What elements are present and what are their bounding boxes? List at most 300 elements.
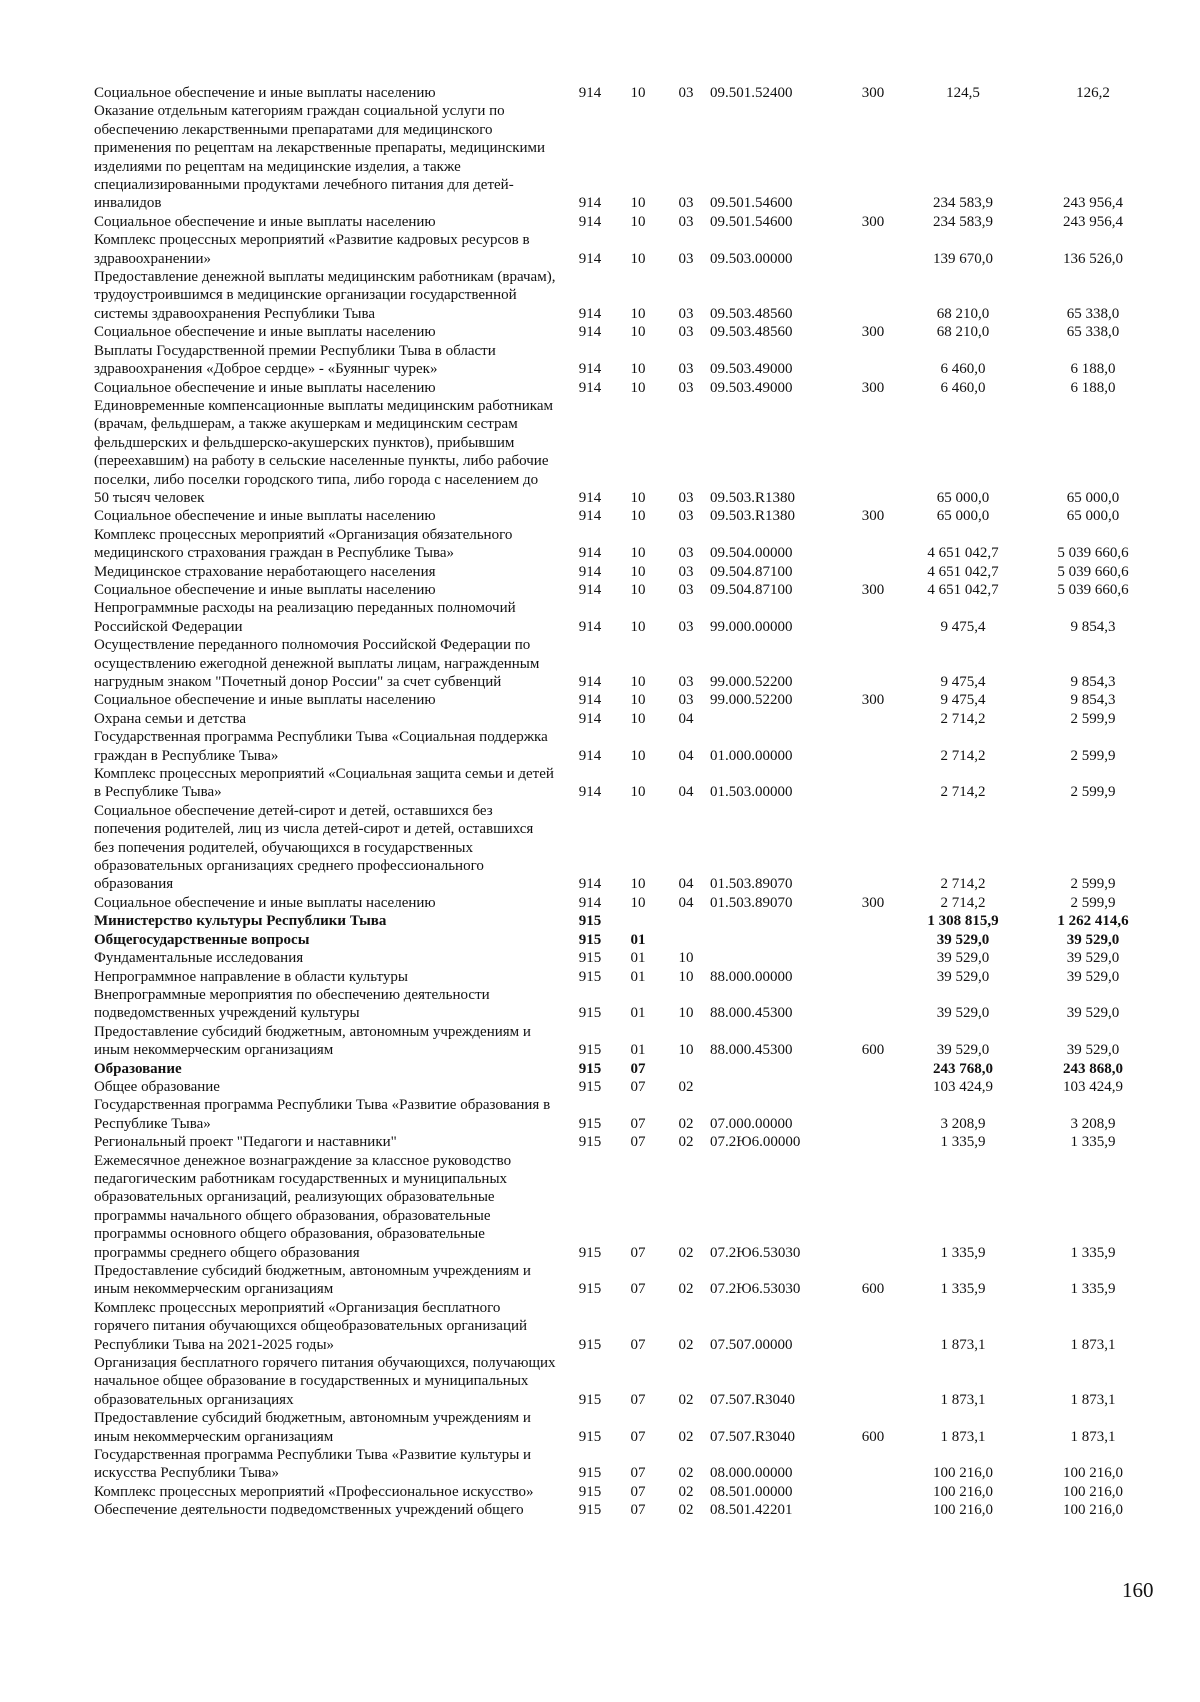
subsection-code: 03	[678, 692, 694, 709]
subsection-code: 03	[678, 85, 694, 101]
target-article-code: 09.504.87100	[710, 581, 793, 598]
ministry-code: 914	[578, 361, 602, 378]
target-article-code: 01.503.00000	[710, 784, 793, 801]
table-row	[94, 599, 1162, 636]
table-row	[94, 931, 1162, 949]
section-code: 10	[630, 213, 646, 230]
row-name: Государственная программа Республики Тыва «Развитие культуры и искусства Республики Тыва»	[94, 1447, 532, 1482]
subsection-code: 04	[678, 894, 694, 911]
ministry-code: 915	[578, 1115, 602, 1132]
section-code: 10	[630, 876, 646, 893]
row-name: Социальное обеспечение и иные выплаты населению	[94, 324, 436, 341]
table-row	[94, 397, 1162, 507]
amount-year-2: 243 868,0	[1063, 1060, 1123, 1077]
table-row	[94, 342, 1162, 379]
subsection-code: 02	[678, 1391, 694, 1408]
subsection-code: 03	[678, 545, 694, 562]
section-code: 10	[630, 674, 646, 690]
target-article-code: 07.507.R3040	[710, 1391, 796, 1408]
target-article-code	[710, 1060, 844, 1078]
table-row	[94, 1096, 1162, 1133]
ministry-code: 915	[578, 1483, 602, 1500]
section-code: 10	[630, 747, 646, 764]
table-row	[94, 1446, 1162, 1483]
subsection-code	[662, 912, 710, 930]
section-code: 10	[630, 489, 646, 506]
row-name: Единовременные компенсационные выплаты медицинским работникам (врачам, фельдшерам, а также акушеркам и медицинским сестрам фельдшерских и фельдшерско-акушерских пунктов), прибывшим (переехавшим) на работу в сельские населенные пункты, либо рабочие поселки, либо поселки городского типа, либо города с населением до 50 тысяч человек	[94, 397, 553, 506]
amount-year-1: 1 335,9	[940, 1134, 986, 1151]
row-name: Комплекс процессных мероприятий «Организация обязательного медицинского страхования граждан в Республике Тыва»	[94, 526, 513, 562]
expense-type-code: 300	[861, 508, 885, 525]
amount-year-1: 100 216,0	[933, 1465, 993, 1482]
amount-year-1: 1 335,9	[940, 1281, 986, 1298]
subsection-code: 03	[678, 489, 694, 506]
section-code: 07	[630, 1465, 646, 1482]
target-article-code: 09.503.49000	[710, 379, 793, 396]
ministry-code: 914	[578, 618, 602, 635]
subsection-code: 02	[678, 1244, 694, 1261]
row-name: Оказание отдельным категориям граждан социальной услуги по обеспечению лекарственными препаратами для медицинского применения по рецептам на лекарственные препараты, медицинскими изделиями по рецептам на медицинские изделия, а также специализированными продуктами лечебного питания для детей-инвалидов	[94, 103, 546, 212]
amount-year-2: 100 216,0	[1063, 1483, 1123, 1500]
expense-type-code	[844, 728, 902, 765]
subsection-code: 04	[678, 784, 694, 801]
table-row	[94, 1501, 1162, 1519]
table-row	[94, 1483, 1162, 1501]
amount-year-1: 4 651 042,7	[927, 545, 999, 562]
expense-type-code: 600	[861, 1428, 885, 1445]
amount-year-2: 136 526,0	[1063, 250, 1123, 267]
target-article-code: 09.503.48560	[710, 324, 793, 341]
amount-year-1: 100 216,0	[933, 1483, 993, 1500]
ministry-code: 915	[578, 1042, 602, 1059]
subsection-code: 03	[678, 324, 694, 341]
ministry-code: 914	[578, 674, 602, 690]
subsection-code: 03	[678, 563, 694, 580]
section-code: 01	[630, 968, 646, 985]
ministry-code: 915	[578, 1244, 602, 1261]
subsection-code: 02	[678, 1078, 694, 1095]
amount-year-1: 243 768,0	[933, 1060, 993, 1077]
ministry-code: 914	[578, 379, 602, 396]
subsection-code: 02	[678, 1115, 694, 1132]
section-code: 10	[630, 545, 646, 562]
amount-year-1: 9 475,4	[940, 692, 986, 709]
amount-year-1: 100 216,0	[933, 1502, 993, 1519]
row-name: Государственная программа Республики Тыва «Развитие образования в Республике Тыва»	[94, 1097, 551, 1132]
amount-year-1: 1 873,1	[940, 1391, 986, 1408]
section-code: 01	[630, 1042, 646, 1059]
amount-year-1: 39 529,0	[936, 968, 990, 985]
table-row	[94, 581, 1162, 599]
ministry-code: 914	[578, 324, 602, 341]
row-name: Обеспечение деятельности подведомственных учреждений общего	[94, 1502, 524, 1519]
expense-type-code: 300	[861, 379, 885, 396]
subsection-code: 02	[678, 1336, 694, 1353]
target-article-code: 08.000.00000	[710, 1465, 793, 1482]
ministry-code: 915	[578, 968, 602, 985]
expense-type-code	[844, 968, 902, 986]
table-row	[94, 710, 1162, 728]
subsection-code: 02	[678, 1483, 694, 1500]
expense-type-code	[844, 1152, 902, 1262]
target-article-code: 88.000.00000	[710, 968, 793, 985]
subsection-code: 03	[678, 213, 694, 230]
target-article-code	[710, 1078, 844, 1096]
section-code: 07	[630, 1244, 646, 1261]
subsection-code: 02	[678, 1502, 694, 1519]
amount-year-2: 5 039 660,6	[1057, 563, 1129, 580]
amount-year-2: 6 188,0	[1070, 379, 1116, 396]
ministry-code: 915	[578, 950, 602, 967]
table-row	[94, 526, 1162, 563]
amount-year-1: 9 475,4	[940, 674, 986, 690]
ministry-code: 914	[578, 710, 602, 727]
expense-type-code	[844, 912, 902, 930]
row-name: Охрана семьи и детства	[94, 710, 247, 727]
amount-year-1: 3 208,9	[940, 1115, 986, 1132]
target-article-code: 09.501.54600	[710, 213, 793, 230]
expense-type-code	[844, 397, 902, 507]
amount-year-2: 65 338,0	[1066, 324, 1120, 341]
row-name: Социальное обеспечение и иные выплаты населению	[94, 692, 436, 709]
amount-year-2: 2 599,9	[1070, 876, 1116, 893]
section-code: 07	[630, 1428, 646, 1445]
table-row	[94, 268, 1162, 323]
ministry-code: 914	[578, 894, 602, 911]
row-name: Образование	[94, 1060, 182, 1077]
table-row	[94, 213, 1162, 231]
amount-year-1: 2 714,2	[940, 710, 986, 727]
table-row	[94, 765, 1162, 802]
section-code: 10	[630, 784, 646, 801]
target-article-code	[710, 710, 844, 728]
target-article-code: 99.000.52200	[710, 674, 793, 690]
subsection-code: 10	[678, 968, 694, 985]
row-name: Внепрограммные мероприятия по обеспечению деятельности подведомственных учреждений культуры	[94, 986, 490, 1022]
expense-type-code: 300	[861, 213, 885, 230]
expense-type-code	[844, 1483, 902, 1501]
ministry-code: 915	[578, 1502, 602, 1519]
amount-year-1: 139 670,0	[933, 250, 993, 267]
section-code: 10	[630, 618, 646, 635]
amount-year-2: 1 873,1	[1070, 1336, 1116, 1353]
expense-type-code	[844, 710, 902, 728]
ministry-code: 915	[578, 1465, 602, 1482]
subsection-code: 02	[678, 1428, 694, 1445]
expense-type-code	[844, 1299, 902, 1354]
subsection-code: 02	[678, 1134, 694, 1151]
target-article-code	[710, 949, 844, 967]
amount-year-1: 2 714,2	[940, 784, 986, 801]
amount-year-2: 6 188,0	[1070, 361, 1116, 378]
row-name: Социальное обеспечение и иные выплаты населению	[94, 379, 436, 396]
amount-year-2: 39 529,0	[1066, 931, 1120, 948]
table-row	[94, 563, 1162, 581]
subsection-code: 03	[678, 581, 694, 598]
amount-year-2: 1 873,1	[1070, 1391, 1116, 1408]
amount-year-2: 39 529,0	[1066, 1042, 1120, 1059]
row-name: Непрограммные расходы на реализацию переданных полномочий Российской Федерации	[94, 600, 516, 635]
target-article-code: 09.501.52400	[710, 85, 793, 101]
amount-year-1: 1 873,1	[940, 1428, 986, 1445]
subsection-code: 03	[678, 361, 694, 378]
amount-year-1: 68 210,0	[936, 305, 990, 322]
target-article-code: 07.2Ю6.00000	[710, 1134, 801, 1151]
expense-type-code	[844, 1060, 902, 1078]
subsection-code	[662, 931, 710, 949]
row-name: Социальное обеспечение и иные выплаты населению	[94, 581, 436, 598]
table-row	[94, 1409, 1162, 1446]
expense-type-code: 600	[861, 1042, 885, 1059]
section-code: 10	[630, 508, 646, 525]
amount-year-2: 9 854,3	[1070, 674, 1116, 690]
expense-type-code	[844, 1354, 902, 1409]
expense-type-code	[844, 1446, 902, 1483]
expense-type-code	[844, 931, 902, 949]
subsection-code: 03	[678, 674, 694, 690]
expense-type-code: 300	[861, 894, 885, 911]
amount-year-2: 1 335,9	[1070, 1281, 1116, 1298]
section-code: 07	[630, 1502, 646, 1519]
row-name: Осуществление переданного полномочия Российской Федерации по осуществлению ежегодной денежной выплаты лицам, награжденным нагрудным знаком "Почетный донор России" за счет субвенций	[94, 637, 540, 690]
section-code: 10	[630, 85, 646, 101]
ministry-code: 915	[578, 1078, 602, 1095]
expense-type-code	[844, 765, 902, 802]
target-article-code: 08.501.00000	[710, 1483, 793, 1500]
table-row	[94, 102, 1162, 212]
expense-type-code	[844, 1096, 902, 1133]
amount-year-1: 39 529,0	[936, 1005, 990, 1022]
amount-year-2: 5 039 660,6	[1057, 581, 1129, 598]
expense-type-code	[844, 563, 902, 581]
section-code	[614, 912, 662, 930]
ministry-code: 915	[578, 931, 602, 948]
expense-type-code: 300	[861, 581, 885, 598]
expense-type-code	[844, 636, 902, 691]
row-name: Предоставление субсидий бюджетным, автономным учреждениям и иным некоммерческим организациям	[94, 1263, 531, 1298]
amount-year-2: 65 000,0	[1066, 489, 1120, 506]
ministry-code: 914	[578, 545, 602, 562]
target-article-code: 01.503.89070	[710, 894, 793, 911]
expense-type-code: 300	[861, 692, 885, 709]
subsection-code: 02	[678, 1465, 694, 1482]
target-article-code: 09.503.49000	[710, 361, 793, 378]
ministry-code: 914	[578, 747, 602, 764]
section-code: 10	[630, 710, 646, 727]
amount-year-2: 243 956,4	[1063, 195, 1123, 212]
expense-type-code	[844, 342, 902, 379]
table-row	[94, 728, 1162, 765]
row-name: Выплаты Государственной премии Республики Тыва в области здравоохранения «Доброе сердце» - «Буянныг чурек»	[94, 342, 496, 378]
expense-type-code	[844, 1078, 902, 1096]
amount-year-2: 1 873,1	[1070, 1428, 1116, 1445]
subsection-code	[662, 1060, 710, 1078]
amount-year-2: 1 262 414,6	[1057, 913, 1129, 930]
amount-year-1: 234 583,9	[933, 213, 993, 230]
section-code: 07	[630, 1134, 646, 1151]
subsection-code: 03	[678, 618, 694, 635]
target-article-code: 09.504.00000	[710, 545, 793, 562]
section-code: 10	[630, 305, 646, 322]
amount-year-1: 39 529,0	[936, 1042, 990, 1059]
expense-type-code	[844, 1501, 902, 1519]
page-number: 160	[1122, 1578, 1154, 1602]
expense-type-code	[844, 526, 902, 563]
table-row	[94, 1152, 1162, 1262]
row-name: Комплекс процессных мероприятий «Организация бесплатного горячего питания обучающихся общеобразовательных организаций Республики Тыва на 2021-2025 годы»	[94, 1299, 528, 1353]
amount-year-2: 2 599,9	[1070, 710, 1116, 727]
section-code: 07	[630, 1483, 646, 1500]
table-row	[94, 802, 1162, 894]
amount-year-1: 4 651 042,7	[927, 563, 999, 580]
row-name: Общегосударственные вопросы	[94, 931, 310, 948]
expense-type-code	[844, 986, 902, 1023]
target-article-code	[710, 912, 844, 930]
amount-year-1: 124,5	[946, 85, 980, 101]
table-row	[94, 231, 1162, 268]
row-name: Медицинское страхование неработающего населения	[94, 563, 436, 580]
section-code: 10	[630, 563, 646, 580]
target-article-code: 08.501.42201	[710, 1502, 793, 1519]
row-name: Комплекс процессных мероприятий «Профессиональное искусство»	[94, 1483, 534, 1500]
section-code: 07	[630, 1078, 646, 1095]
amount-year-2: 65 000,0	[1066, 508, 1120, 525]
amount-year-2: 9 854,3	[1070, 692, 1116, 709]
budget-table	[94, 84, 1162, 1520]
row-name: Предоставление субсидий бюджетным, автономным учреждениям и иным некоммерческим организациям	[94, 1410, 531, 1445]
amount-year-2: 103 424,9	[1063, 1078, 1123, 1095]
subsection-code: 03	[678, 379, 694, 396]
expense-type-code: 300	[861, 85, 885, 101]
target-article-code: 09.501.54600	[710, 195, 793, 212]
amount-year-2: 39 529,0	[1066, 950, 1120, 967]
ministry-code: 914	[578, 250, 602, 267]
expense-type-code	[844, 231, 902, 268]
expense-type-code: 600	[861, 1281, 885, 1298]
table-row	[94, 1299, 1162, 1354]
subsection-code: 03	[678, 195, 694, 212]
target-article-code: 88.000.45300	[710, 1005, 793, 1022]
amount-year-2: 2 599,9	[1070, 784, 1116, 801]
subsection-code: 03	[678, 508, 694, 525]
row-name: Социальное обеспечение и иные выплаты населению	[94, 894, 436, 911]
amount-year-1: 6 460,0	[940, 361, 986, 378]
row-name: Социальное обеспечение и иные выплаты населению	[94, 508, 436, 525]
amount-year-2: 5 039 660,6	[1057, 545, 1129, 562]
section-code: 10	[630, 581, 646, 598]
amount-year-2: 243 956,4	[1063, 213, 1123, 230]
row-name: Предоставление субсидий бюджетным, автономным учреждениям и иным некоммерческим организациям	[94, 1023, 531, 1059]
subsection-code: 10	[678, 1042, 694, 1059]
section-code: 10	[630, 324, 646, 341]
ministry-code: 914	[578, 784, 602, 801]
target-article-code: 07.000.00000	[710, 1115, 793, 1132]
section-code: 07	[630, 1391, 646, 1408]
target-article-code: 07.507.00000	[710, 1336, 793, 1353]
row-name: Социальное обеспечение детей-сирот и детей, оставшихся без попечения родителей, лиц из числа детей-сирот и детей, оставшихся без попечения родителей, обучающихся в государственных образовательных организациях среднего профессионального образования	[94, 802, 534, 893]
ministry-code: 914	[578, 692, 602, 709]
amount-year-2: 100 216,0	[1063, 1502, 1123, 1519]
table-row	[94, 894, 1162, 912]
amount-year-2: 9 854,3	[1070, 618, 1116, 635]
ministry-code: 915	[578, 913, 602, 930]
table-row	[94, 986, 1162, 1023]
table-row	[94, 1133, 1162, 1151]
table-row	[94, 691, 1162, 709]
ministry-code: 915	[578, 1391, 602, 1408]
ministry-code: 914	[578, 876, 602, 893]
target-article-code: 09.503.R1380	[710, 489, 796, 506]
ministry-code: 914	[578, 581, 602, 598]
target-article-code: 07.2Ю6.53030	[710, 1281, 801, 1298]
amount-year-1: 9 475,4	[940, 618, 986, 635]
ministry-code: 914	[578, 508, 602, 525]
subsection-code: 10	[678, 950, 694, 967]
table-row	[94, 1060, 1162, 1078]
section-code: 10	[630, 379, 646, 396]
expense-type-code	[844, 268, 902, 323]
section-code: 10	[630, 250, 646, 267]
row-name: Общее образование	[94, 1078, 220, 1095]
ministry-code: 914	[578, 85, 602, 101]
section-code: 01	[630, 950, 646, 967]
table-row	[94, 1078, 1162, 1096]
target-article-code: 07.2Ю6.53030	[710, 1244, 801, 1261]
amount-year-2: 39 529,0	[1066, 968, 1120, 985]
ministry-code: 914	[578, 213, 602, 230]
target-article-code: 09.503.00000	[710, 250, 793, 267]
subsection-code: 03	[678, 305, 694, 322]
section-code: 07	[630, 1336, 646, 1353]
amount-year-1: 1 335,9	[940, 1244, 986, 1261]
subsection-code: 04	[678, 876, 694, 893]
amount-year-2: 1 335,9	[1070, 1244, 1116, 1261]
section-code: 10	[630, 894, 646, 911]
target-article-code: 01.000.00000	[710, 747, 793, 764]
row-name: Региональный проект "Педагоги и наставники"	[94, 1134, 397, 1151]
row-name: Государственная программа Республики Тыва «Социальная поддержка граждан в Республике Тыва»	[94, 729, 548, 764]
target-article-code: 07.507.R3040	[710, 1428, 796, 1445]
ministry-code: 914	[578, 489, 602, 506]
row-name: Фундаментальные исследования	[94, 950, 304, 967]
amount-year-1: 39 529,0	[936, 950, 990, 967]
expense-type-code	[844, 102, 902, 212]
row-name: Социальное обеспечение и иные выплаты населению	[94, 213, 436, 230]
amount-year-1: 2 714,2	[940, 747, 986, 764]
amount-year-1: 1 873,1	[940, 1336, 986, 1353]
expense-type-code	[844, 599, 902, 636]
table-row	[94, 323, 1162, 341]
amount-year-2: 2 599,9	[1070, 894, 1116, 911]
amount-year-1: 234 583,9	[933, 195, 993, 212]
target-article-code: 09.504.87100	[710, 563, 793, 580]
ministry-code: 915	[578, 1060, 602, 1077]
amount-year-2: 1 335,9	[1070, 1134, 1116, 1151]
amount-year-1: 1 308 815,9	[927, 913, 999, 930]
row-name: Предоставление денежной выплаты медицинским работникам (врачам), трудоустроившимся в медицинские организации государственной системы здравоохранения Республики Тыва	[94, 269, 556, 322]
amount-year-2: 65 338,0	[1066, 305, 1120, 322]
section-code: 01	[630, 1005, 646, 1022]
subsection-code: 04	[678, 747, 694, 764]
ministry-code: 914	[578, 195, 602, 212]
target-article-code: 88.000.45300	[710, 1042, 793, 1059]
amount-year-1: 6 460,0	[940, 379, 986, 396]
amount-year-1: 68 210,0	[936, 324, 990, 341]
section-code: 01	[630, 931, 646, 948]
section-code: 07	[630, 1281, 646, 1298]
section-code: 10	[630, 692, 646, 709]
amount-year-1: 65 000,0	[936, 508, 990, 525]
